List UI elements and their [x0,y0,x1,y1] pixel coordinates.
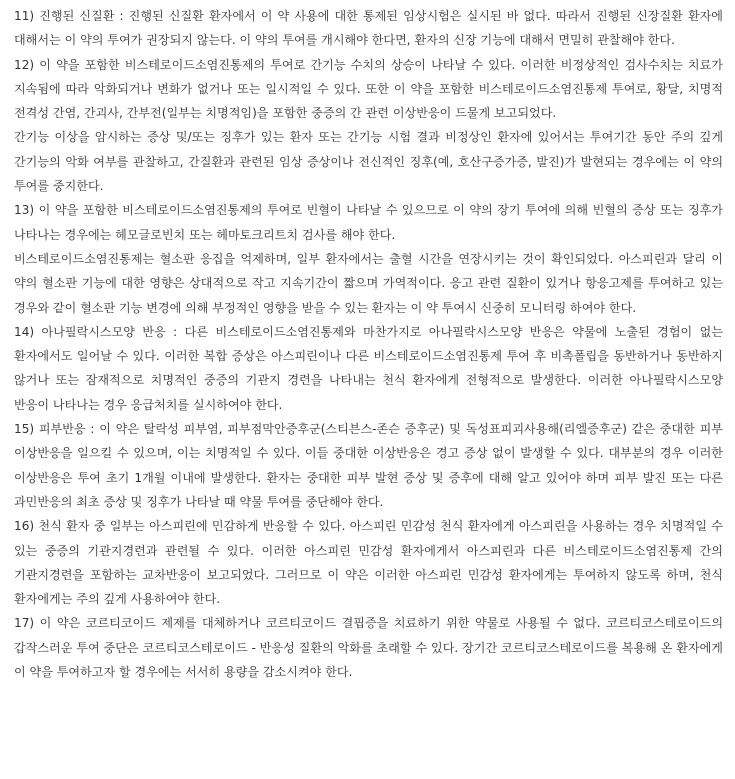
paragraph-16-asthma: 16) 천식 환자 중 일부는 아스피린에 민감하게 반응할 수 있다. 아스피린 민감성 천식 환자에게 아스피린을 사용하는 경우 치명적일 수 있는 중증의 기관지경련과 관련될 수 있다. 이러한 아스피린 민감성 환자에게서 아스피린과 다른 비스테로이드소염진통제 간의 기관지경련을 포함하는 교차반응이 보고되었다. 그러므로 이 약은 이러한 아스피린 민감성 환자에게는 투여하지 않도록 하며, 천식 환자에게는 주의 깊게 사용하여야 한다. [14,519,723,607]
paragraph-12-liver-monitoring: 간기능 이상을 암시하는 증상 및/또는 징후가 있는 환자 또는 간기능 시험 결과 비정상인 환자에 있어서는 투여기간 동안 주의 깊게 간기능의 악화 여부를 관찰하고, 간질환과 관련된 임상 증상이나 전신적인 징후(예, 호산구증가증, 발진)가 발현되는 경우에는 이 약의 투여를 중지한다. [14,130,724,194]
paragraph-13-platelet-function: 비스테로이드소염진통제는 혈소판 응집을 억제하며, 일부 환자에서는 출혈 시간을 연장시키는 것이 확인되었다. 아스피린과 달리 이 약의 혈소판 기능에 대한 영향은 상대적으로 작고 지속기간이 짧으며 가역적이다. 응고 관련 질환이 있거나 항응고제를 투여하고 있는 경우와 같이 혈소판 기능 변경에 의해 부정적인 영향을 받을 수 있는 환자는 이 약 투여시 신중히 모니터링 하여야 한다. [14,251,723,315]
paragraph-13-anemia: 13) 이 약을 포함한 비스테로이드소염진통제의 투여로 빈혈이 나타날 수 있으므로 이 약의 장기 투여에 의해 빈혈의 증상 또는 징후가 나타나는 경우에는 헤모글로빈치 또는 헤마토크리트치 검사를 해야 한다. [14,203,723,242]
paragraph-14-anaphylactoid: 14) 아나필락시스모양 반응 : 다른 비스테로이드소염진통제와 마찬가지로 아나필락시스모양 반응은 약물에 노출된 경험이 없는 환자에서도 일어날 수 있다. 이러한 복합 증상은 아스피린이나 다른 비스테로이드소염진통제 투여 후 비촉폴립을 동반하거나 동반하지 않거나 또는 잠재적으로 치명적인 중증의 기관지 경련을 나타내는 천식 환자에게 전형적으로 발생한다. 이러한 아나필락시스모양 반응이 나타나는 경우 응급처치를 실시하여야 한다. [14,324,723,412]
paragraph-11-renal-disease: 11) 진행된 신질환 : 진행된 신질환 환자에서 이 약 사용에 대한 통제된 임상시험은 실시된 바 없다. 따라서 진행된 신장질환 환자에 대해서는 이 약의 투여가 권장되지 않는다. 이 약의 투여를 개시해야 한다면, 환자의 신장 기능에 대해서 면밀히 관찰해야 한다. [14,9,723,48]
paragraph-17-corticoid: 17) 이 약은 코르티코이드 제제를 대체하거나 코르티코이드 결핍증을 치료하기 위한 약물로 사용될 수 없다. 코르티코스테로이드의 갑작스러운 투여 중단은 코르티코스테로이드 - 반응성 질환의 악화를 초래할 수 있다. 장기간 코르티코스테로이드를 복용해 온 환자에게 이 약을 투여하고자 할 경우에는 서서히 용량을 감소시켜야 한다. [14,616,723,680]
paragraph-15-skin-reactions: 15) 피부반응 : 이 약은 탈락성 피부염, 피부점막안증후군(스티븐스-존슨 증후군) 및 독성표피괴사용해(리엘증후군) 같은 중대한 피부 이상반응을 일으킬 수 있으며, 이는 치명적일 수 있다. 이들 중대한 이상반응은 경고 증상 없이 발생할 수 있다. 대부분의 경우 이러한 이상반응은 투여 초기 1개월 이내에 발생한다. 환자는 중대한 피부 발현 증상 및 증후에 대해 알고 있어야 하며 피부 발진 또는 다른 과민반응의 최초 증상 및 징후가 나타날 때 약물 투여를 중단해야 한다. [14,422,723,509]
paragraph-12-liver-function: 12) 이 약을 포함한 비스테로이드소염진통제의 투여로 간기능 수치의 상승이 나타날 수 있다. 이러한 비정상적인 검사수치는 치료가 지속됨에 따라 악화되거나 변화가 없거나 또는 일시적일 수 있다. 또한 이 약을 포함한 비스테로이드소염진통제 투여로, 황달, 치명적 전격성 간염, 간괴사, 간부전(일부는 치명적임)을 포함한 중증의 간 관련 이상반응이 드물게 보고되었다. [14,57,723,121]
